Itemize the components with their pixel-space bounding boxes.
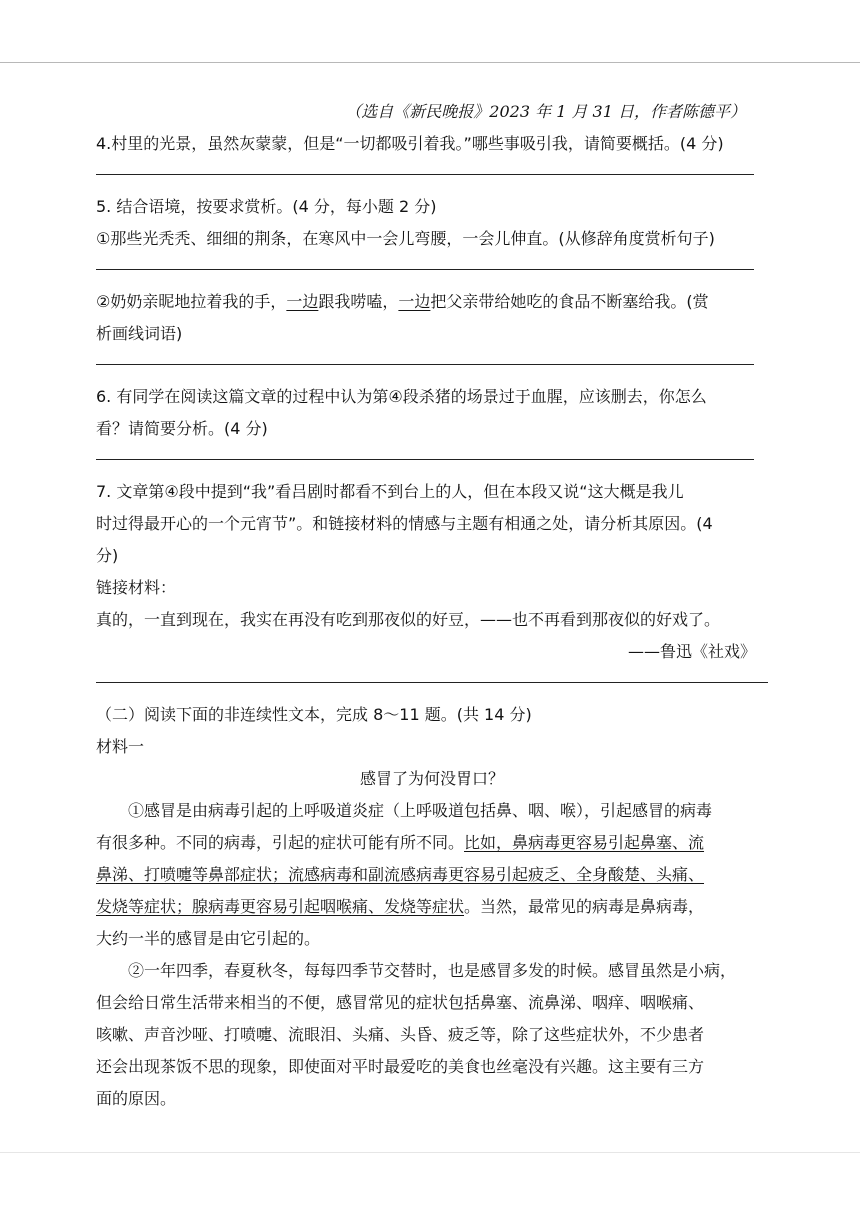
question-7-line-3: 分)	[96, 546, 119, 565]
underlined-sentence: 发烧等症状；腺病毒更容易引起咽喉痛、发烧等症状	[96, 897, 465, 916]
paragraph-1-line	[96, 827, 768, 859]
p1-text: 有很多种。不同的病毒，引起的症状可能有所不同。	[96, 833, 465, 852]
answer-line-q6[interactable]	[96, 459, 754, 460]
q5-sub2-text: ②奶奶亲昵地拉着我的手，	[96, 292, 287, 311]
paragraph-2-line: 咳嗽、声音沙哑、打喷嚏、流眼泪、头痛、头昏、疲乏等，除了这些症状外，不少患者	[96, 1025, 705, 1044]
paragraph-1-line: 大约一半的感冒是由它引起的。	[96, 929, 321, 948]
q5-sub2-text: 跟我唠嗑，	[318, 292, 399, 311]
p1-text: 。当然，最常见的病毒是鼻病毒，	[464, 897, 705, 916]
paragraph-2-line: ②一年四季，春夏秋冬，每每四季节交替时，也是感冒多发的时候。感冒虽然是小病，	[128, 961, 737, 980]
answer-line-q5-1[interactable]	[96, 269, 754, 270]
question-6-line-2: 看？请简要分析。(4 分)	[96, 419, 268, 438]
page-top-edge	[0, 62, 860, 63]
page-bottom-edge	[0, 1152, 860, 1153]
section-2-heading: （二）阅读下面的非连续性文本，完成 8～11 题。(共 14 分)	[96, 705, 532, 724]
material-1-label: 材料一	[96, 737, 145, 756]
paragraph-1-line	[96, 859, 768, 891]
q5-sub2-text: 把父亲带给她吃的食品不断塞给我。(赏	[430, 292, 709, 311]
question-5: 5. 结合语境，按要求赏析。(4 分，每小题 2 分)	[96, 197, 437, 216]
answer-line-q4[interactable]	[96, 174, 754, 175]
paragraph-2-line: 但会给日常生活带来相当的不便，感冒常见的症状包括鼻塞、流鼻涕、咽痒、咽喉痛、	[96, 993, 705, 1012]
underlined-word-1: 一边	[286, 292, 319, 311]
question-5-sub-2	[96, 286, 768, 318]
quote-attribution: ——鲁迅《社戏》	[627, 642, 756, 661]
question-4: 4.村里的光景，虽然灰蒙蒙，但是“一切都吸引着我。”哪些事吸引我，请简要概括。(4 分)	[96, 134, 724, 153]
answer-line-q5-2[interactable]	[96, 364, 754, 365]
underlined-sentence: 鼻涕、打喷嚏等鼻部症状；流感病毒和副流感病毒更容易引起疲乏、全身酸楚、头痛、	[96, 865, 705, 884]
link-material-quote: 真的，一直到现在，我实在再没有吃到那夜似的好豆，——也不再看到那夜似的好戏了。	[96, 610, 721, 629]
paragraph-2	[96, 955, 768, 1115]
question-7-line-2: 时过得最开心的一个元宵节”。和链接材料的情感与主题有相通之处，请分析其原因。(4	[96, 514, 713, 533]
source-citation: （选自《新民晚报》2023 年 1 月 31 日，作者陈德平）	[345, 102, 746, 121]
paragraph-1	[96, 795, 768, 955]
exam-page	[96, 96, 768, 1115]
paragraph-2-line: 还会出现茶饭不思的现象，即使面对平时最爱吃的美食也丝毫没有兴趣。这主要有三方	[96, 1057, 705, 1076]
link-material-label: 链接材料：	[96, 578, 177, 597]
question-5-sub-1: ①那些光秃秃、细细的荆条，在寒风中一会儿弯腰，一会儿伸直。(从修辞角度赏析句子)	[96, 229, 715, 248]
question-6-line-1: 6. 有同学在阅读这篇文章的过程中认为第④段杀猪的场景过于血腥，应该删去，你怎么	[96, 387, 707, 406]
paragraph-2-line: 面的原因。	[96, 1089, 177, 1108]
underlined-sentence: 比如，鼻病毒更容易引起鼻塞、流	[464, 833, 705, 852]
question-7-line-1: 7. 文章第④段中提到“我”看吕剧时都看不到台上的人，但在本段又说“这大概是我儿	[96, 482, 684, 501]
article-title: 感冒了为何没胃口？	[359, 769, 504, 788]
underlined-word-2: 一边	[398, 292, 431, 311]
paragraph-1-line	[96, 891, 768, 923]
paragraph-1-line: ①感冒是由病毒引起的上呼吸道炎症（上呼吸道包括鼻、咽、喉），引起感冒的病毒	[128, 801, 713, 820]
question-5-sub-2-cont: 析画线词语)	[96, 324, 183, 343]
answer-line-q7[interactable]	[96, 682, 768, 683]
